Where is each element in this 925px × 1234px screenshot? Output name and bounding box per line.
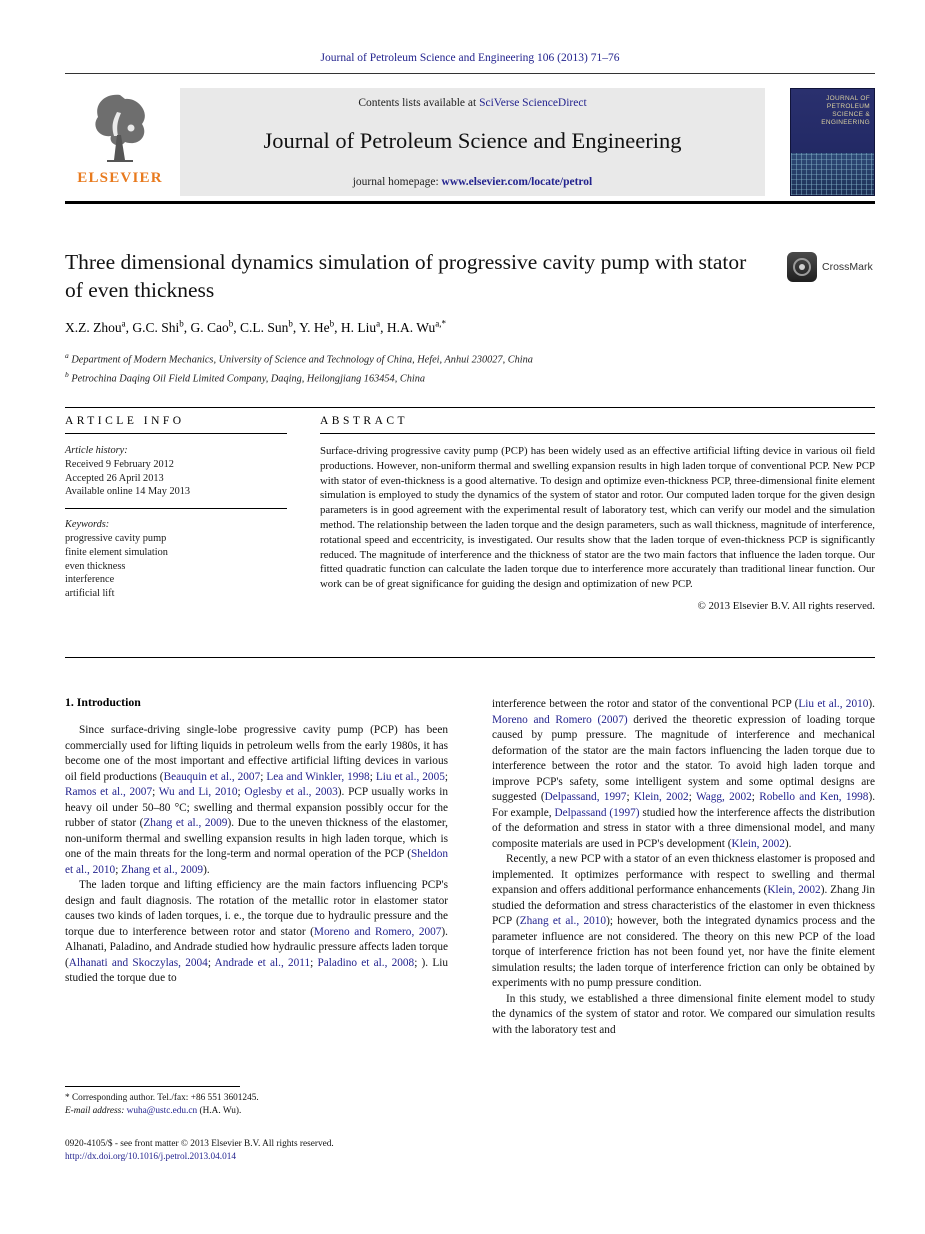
citation-link[interactable]: Moreno and Romero (2007) (492, 713, 628, 726)
crossmark-badge[interactable] (787, 252, 873, 282)
affiliation-text: Department of Modern Mechanics, University of Science and Technology of China, Hefei, Anhui 230027, China (68, 354, 533, 366)
author-separator: , (233, 319, 241, 335)
citation-link[interactable]: Beauquin et al., 2007 (163, 770, 261, 783)
citation-link[interactable]: Zhang et al., 2009 (121, 863, 204, 876)
divider (65, 1086, 240, 1087)
author-affil-sup: b (329, 318, 335, 328)
journal-reference: Journal of Petroleum Science and Engineering 106 (2013) 71–76 (320, 52, 620, 64)
keyword-item: interference (65, 574, 115, 586)
footnote (65, 1086, 448, 1117)
keyword-item: finite element simulation (65, 546, 168, 558)
intro-paragraph (65, 878, 448, 987)
elsevier-wordmark: ELSEVIER (77, 170, 163, 186)
abstract-copyright: © 2013 Elsevier B.V. All rights reserved. (697, 599, 875, 612)
intro-paragraph (492, 852, 875, 992)
author (191, 320, 241, 335)
abstract-heading: ABSTRACT (320, 415, 409, 427)
article-history-label: Article history: (65, 445, 128, 456)
divider (65, 433, 287, 434)
citation-link[interactable]: Wagg, 2002 (695, 791, 752, 803)
citation-link[interactable]: Klein, 2002 (767, 884, 821, 896)
imprint (65, 1138, 565, 1164)
elsevier-tree-icon (87, 92, 153, 164)
text-segment: ). For example, (492, 791, 876, 819)
citation-link[interactable]: Liu et al., 2010 (798, 698, 869, 710)
contents-line (180, 97, 765, 109)
homepage-link[interactable]: www.elsevier.com/locate/petrol (441, 176, 593, 188)
author-affil-sup: a (121, 318, 126, 328)
text-segment: ; (688, 791, 696, 803)
citation-link[interactable]: Ramos et al., 2007 (65, 786, 153, 798)
citation-link[interactable]: Klein, 2002 (731, 837, 785, 850)
author-affil-sup: b (179, 318, 184, 328)
text-segment: ). (203, 863, 210, 876)
doi-link[interactable]: http://dx.doi.org/10.1016/j.petrol.2013.04.014 (65, 1152, 237, 1162)
author-separator: , (334, 319, 341, 335)
author-name: H. Liu (340, 319, 377, 335)
divider (65, 508, 287, 509)
intro-paragraph (65, 723, 448, 878)
author-separator: , (183, 319, 191, 335)
author (341, 320, 387, 335)
journal-cover-thumbnail (790, 88, 875, 196)
article-info-heading: ARTICLE INFO (65, 415, 185, 427)
text-segment: ; (152, 786, 159, 798)
article-history (65, 444, 287, 499)
keyword-item: artificial lift (65, 588, 115, 600)
author-separator: , (292, 319, 300, 335)
article-info-column (65, 415, 287, 601)
author-name: G. Cao (190, 319, 229, 335)
affiliations (65, 349, 825, 387)
text-segment: ; (260, 770, 267, 783)
article-title: Three dimensional dynamics simulation of progressive cavity pump with stator of even thickness (65, 250, 747, 302)
text-segment: ). (784, 837, 792, 850)
text-segment: ). Due to the uneven thickness of the elastomer, non-uniform thermal and swelling expansion results in high laden torque, which is one of the main threats for the long-term and normal operation of the PCP ( (65, 817, 448, 860)
divider (320, 433, 875, 434)
citation-link[interactable]: Liu et al., 2005 (375, 770, 445, 783)
text-segment: interference between the rotor and stator of the conventional PCP ( (492, 698, 799, 710)
text-segment: Recently, a new PCP with a stator of an even thickness elastomer is proposed and implemented. It optimizes performance with respect to swelling and thermal expansion and offers additional performance enhancements ( (492, 853, 875, 896)
text-segment: ). (868, 698, 875, 710)
citation-link[interactable]: Oglesby et al., 2003 (244, 786, 338, 798)
history-item: Available online 14 May 2013 (65, 486, 191, 498)
author-name: H.A. Wu (386, 319, 436, 335)
divider (65, 201, 875, 204)
journal-title: Journal of Petroleum Science and Engineering (263, 128, 682, 153)
author-affil-sup: b (288, 318, 293, 328)
email-label: E-mail address: (65, 1105, 125, 1116)
citation-link[interactable]: Lea and Winkler, 1998 (266, 770, 370, 783)
text-segment: ; (237, 786, 245, 798)
elsevier-logo (63, 92, 177, 196)
citation-link[interactable]: Robello and Ken, 1998 (759, 791, 869, 803)
author (65, 320, 132, 335)
divider (65, 407, 875, 408)
keywords-block (65, 518, 287, 601)
citation-link[interactable]: Sheldon et al., 2010 (65, 848, 448, 876)
contents-prefix: Contents lists available at (358, 97, 480, 109)
text-segment: derived the theoretic expression of loading torque caused by pump pressure. The magnitude of interference and mechanical deformation of the stator are the main factors influencing the laden torque due to interference between the rotor and the stator. To avoid high laden torque and improve PCP's safety, some intelligent system and some optimal designs are suggested ( (492, 713, 876, 803)
text-segment: In this study, we established a three dimensional finite element model to study the dynamics of the system of stator and rotor. We compared our simulation results with the laboratory test and (492, 992, 875, 1036)
divider (65, 73, 875, 74)
text-segment: ; ). Liu studied the torque due to (65, 956, 449, 984)
text-segment: ; (444, 770, 449, 783)
citation-link[interactable]: Klein, 2002 (633, 791, 689, 803)
introduction-heading: 1. Introduction (65, 695, 141, 709)
homepage-line (180, 176, 765, 188)
affiliation-text: Petrochina Daqing Oil Field Limited Company, Daqing, Heilongjiang 163454, China (68, 373, 426, 385)
cover-art (791, 153, 874, 195)
journal-banner (180, 88, 765, 196)
author (387, 320, 446, 335)
author-affil-sup: a (376, 318, 381, 328)
author-name: C.L. Sun (240, 319, 289, 335)
cover-title: JOURNAL OF PETROLEUM SCIENCE & ENGINEERING (821, 95, 870, 126)
citation-link[interactable]: Delpassand (1997) (554, 806, 640, 819)
intro-paragraph (492, 697, 875, 852)
citation-link[interactable]: Paladino et al., 2008 (317, 956, 415, 969)
issn-copyright-line: 0920-4105/$ - see front matter © 2013 Elsevier B.V. All rights reserved. (65, 1139, 334, 1149)
history-item: Received 9 February 2012 (65, 458, 174, 470)
abstract-column (320, 415, 875, 612)
author-name: Y. He (299, 319, 330, 335)
email-line (65, 1105, 448, 1118)
text-segment: ); however, both the integrated dynamics process and the parameter influence are not considered. The theory on this new PCP of the load torque of interference friction has not been found yet, nor have the finite element simulation results; the laden torque of interference friction can only be obtained by experiments with no pump pressure condition. (492, 915, 875, 989)
author (299, 320, 341, 335)
keywords-label: Keywords: (65, 519, 110, 531)
affiliation-sup: b (65, 369, 69, 379)
author-name: X.Z. Zhou (65, 319, 122, 335)
citation-link[interactable]: Delpassand, 1997 (544, 791, 627, 803)
author (132, 320, 190, 335)
keyword-item: even thickness (65, 560, 126, 572)
divider (65, 657, 875, 658)
author-affil-sup: a,* (435, 318, 447, 328)
body-left-column (65, 695, 448, 987)
text-segment: ; (207, 956, 215, 969)
history-item: Accepted 26 April 2013 (65, 472, 164, 484)
text-segment: ). Zhang Jin studied the deformation and stress characteristics of the elastomer in even thickness PCP ( (492, 884, 876, 927)
abstract-text: Surface-driving progressive cavity pump (PCP) has been widely used as an effective artificial lifting device in various oil field productions. However, non-uniform thermal and swelling expansion results in high laden torque of conventional PCP. New PCP with stator of even-thickness is a good alternative. To design and optimize even-thickness PCP, three-dimensional finite element simulation is employed to study the dynamics of the system of stator and rotor. Our computed laden torque for the given design parameters is in good agreement with the experimental result of laboratory test, which can verify our model and the simulation method. The relationship between the laden torque and the design parameters, such as wall thickness, magnitude of interference, rotational speed and eccentricity, is investigated. Our results show that the laden torque of even-thickness PCP is significantly reduced. The magnitude of interference and the thickness of stator are the two main factors that influence the laden torque. Our fitted quadratic function can calculate the laden torque due to interference more accurately than traditional linear function. Our work can be of great significance for guiding the design and optimization of new PCP. (320, 445, 875, 591)
text-segment: ). PCP usually works in heavy oil under 50–80 °C; swelling and thermal expansion possibly occur for the rubber of stator ( (65, 786, 448, 829)
keyword-item: progressive cavity pump (65, 532, 167, 544)
author (240, 320, 299, 335)
crossmark-label: CrossMark (822, 261, 873, 273)
crossmark-icon (787, 252, 817, 282)
text-segment: ; (626, 791, 634, 803)
text-segment: ; (115, 863, 122, 876)
citation-link[interactable]: Alhanati and Skoczylas, 2004 (68, 956, 208, 969)
citation-link[interactable]: Wu and Li, 2010 (158, 786, 238, 798)
text-segment: ; (751, 791, 760, 803)
authors-line (65, 318, 785, 336)
author-separator: , (380, 319, 387, 335)
text-segment: studied how the interference affects the distribution of the deformation and stress in stator with a three dimensional model, and many composite materials are used in PCP's development ( (492, 806, 875, 850)
text-segment: Since surface-driving single-lobe progressive cavity pump (PCP) has been commercially used for lifting liquids in petroleum wells from the early 1980s, it has become one of the most important and effective artificial lifting devices in various oil field productions ( (65, 724, 448, 783)
homepage-prefix: journal homepage: (352, 176, 442, 188)
affiliation-a (65, 349, 825, 368)
intro-paragraph (492, 992, 875, 1039)
author-separator: , (125, 319, 133, 335)
citation-link[interactable]: Zhang et al., 2010 (519, 915, 607, 927)
text-segment: ). Alhanati, Paladino, and Andrade studied how hydraulic pressure affects laden torque ( (65, 925, 449, 969)
text-segment: ; (369, 770, 376, 783)
text-segment: The laden torque and lifting efficiency are the main factors influencing PCP's design and fault diagnosis. The rotation of the metallic rotor in elastomer stator causes two kinds of laden torques, i. e., the torque due to hydraulic pressure and the torque due to interference between rotor and stator ( (65, 879, 448, 938)
author-affil-sup: b (228, 318, 234, 328)
corresponding-author-note: * Corresponding author. Tel./fax: +86 551 3601245. (65, 1093, 259, 1103)
body-right-column (492, 697, 875, 1038)
email-suffix: (H.A. Wu). (197, 1105, 242, 1116)
citation-link[interactable]: Zhang et al., 2009 (143, 817, 228, 829)
crossmark-dot (799, 264, 805, 270)
affiliation-sup: a (65, 351, 69, 360)
text-segment: ; (310, 956, 318, 969)
affiliation-b (65, 368, 825, 387)
author-name: G.C. Shi (132, 319, 180, 335)
citation-link[interactable]: Andrade et al., 2011 (214, 956, 311, 969)
sciverse-sciencedirect-link[interactable]: SciVerse ScienceDirect (479, 97, 587, 109)
email-link[interactable]: wuha@ustc.edu.cn (126, 1105, 198, 1116)
citation-link[interactable]: Moreno and Romero, 2007 (313, 925, 442, 938)
